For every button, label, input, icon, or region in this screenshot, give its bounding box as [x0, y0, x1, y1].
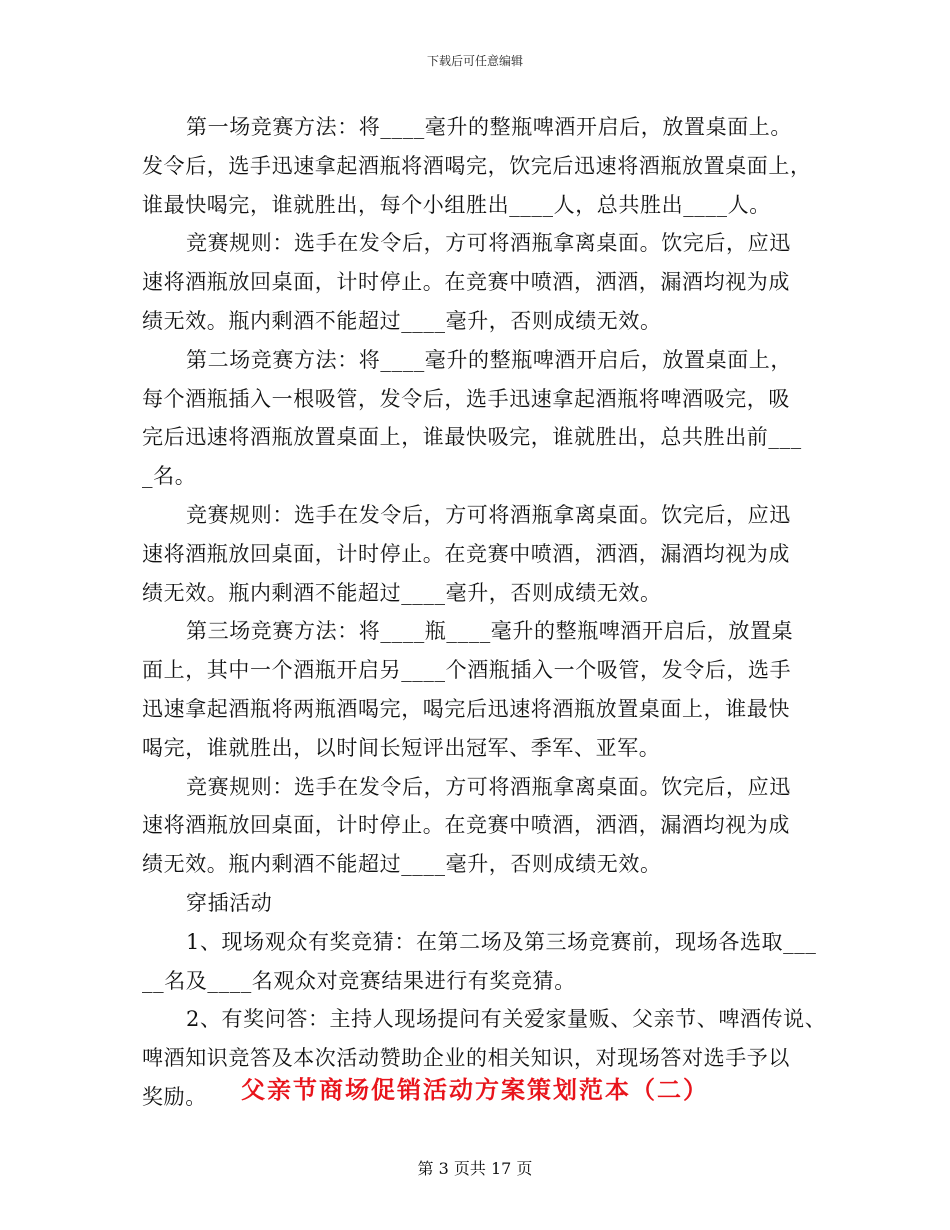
paragraph-line: _名。	[142, 464, 197, 489]
section-title: 父亲节商场促销活动方案策划范本（二）	[241, 1076, 709, 1104]
paragraph-line: 啤酒知识竞答及本次活动赞助企业的相关知识，对现场答对选手予以	[142, 1046, 790, 1071]
paragraph-line: 第一场竞赛方法：将____毫升的整瓶啤酒开启后，放置桌面上。	[186, 115, 792, 139]
paragraph-line: 速将酒瓶放回桌面，计时停止。在竞赛中喷酒，洒酒，漏酒均视为成	[142, 541, 790, 566]
page-header: 下载后可任意编辑	[426, 54, 523, 68]
paragraph-line: 奖励。	[142, 1084, 207, 1109]
paragraph-line: 喝完，谁就胜出，以时间长短评出冠军、季军、亚军。	[142, 735, 661, 760]
paragraph-line: 2、有奖问答：主持人现场提问有关爱家量贩、父亲节、啤酒传说、	[186, 1007, 827, 1032]
paragraph-line: 绩无效。瓶内剩酒不能超过____毫升，否则成绩无效。	[142, 852, 662, 877]
paragraph-line: 绩无效。瓶内剩酒不能超过____毫升，否则成绩无效。	[142, 580, 662, 605]
paragraph-line: 速将酒瓶放回桌面，计时停止。在竞赛中喷酒，洒酒，漏酒均视为成	[142, 813, 790, 838]
paragraph-line: 第三场竞赛方法：将____瓶____毫升的整瓶啤酒开启后，放置桌	[186, 619, 794, 644]
paragraph-line: 1、现场观众有奖竞猜：在第二场及第三场竞赛前，现场各选取___	[186, 929, 817, 954]
paragraph-line: 速将酒瓶放回桌面，计时停止。在竞赛中喷酒，洒酒，漏酒均视为成	[142, 270, 790, 295]
paragraph-line: 竞赛规则：选手在发令后，方可将酒瓶拿离桌面。饮完后，应迅	[186, 502, 791, 527]
document-body	[142, 108, 827, 1117]
paragraph-line: 第二场竞赛方法：将____毫升的整瓶啤酒开启后，放置桌面上，	[186, 347, 792, 372]
paragraph-line: 绩无效。瓶内剩酒不能超过____毫升，否则成绩无效。	[142, 308, 662, 333]
paragraph-line: 竞赛规则：选手在发令后，方可将酒瓶拿离桌面。饮完后，应迅	[186, 774, 791, 799]
paragraph-line: 完后迅速将酒瓶放置桌面上，谁最快吸完，谁就胜出，总共胜出前___	[142, 425, 802, 450]
paragraph-line: 谁最快喝完，谁就胜出，每个小组胜出____人，总共胜出____人。	[142, 192, 771, 217]
page-footer: 第 3 页共 17 页	[417, 1159, 533, 1178]
paragraph-line: 发令后，选手迅速拿起酒瓶将酒喝完，饮完后迅速将酒瓶放置桌面上，	[142, 153, 812, 178]
paragraph-line: 迅速拿起酒瓶将两瓶酒喝完，喝完后迅速将酒瓶放置桌面上，谁最快	[142, 696, 790, 721]
paragraph-line: 面上，其中一个酒瓶开启另____个酒瓶插入一个吸管，发令后，选手	[142, 658, 792, 683]
paragraph-line: __名及____名观众对竞赛结果进行有奖竞猜。	[142, 968, 576, 993]
paragraph-line: 每个酒瓶插入一根吸管，发令后，选手迅速拿起酒瓶将啤酒吸完，吸	[142, 386, 790, 411]
paragraph-line: 竞赛规则：选手在发令后，方可将酒瓶拿离桌面。饮完后，应迅	[186, 231, 791, 256]
subheading: 穿插活动	[186, 890, 273, 915]
